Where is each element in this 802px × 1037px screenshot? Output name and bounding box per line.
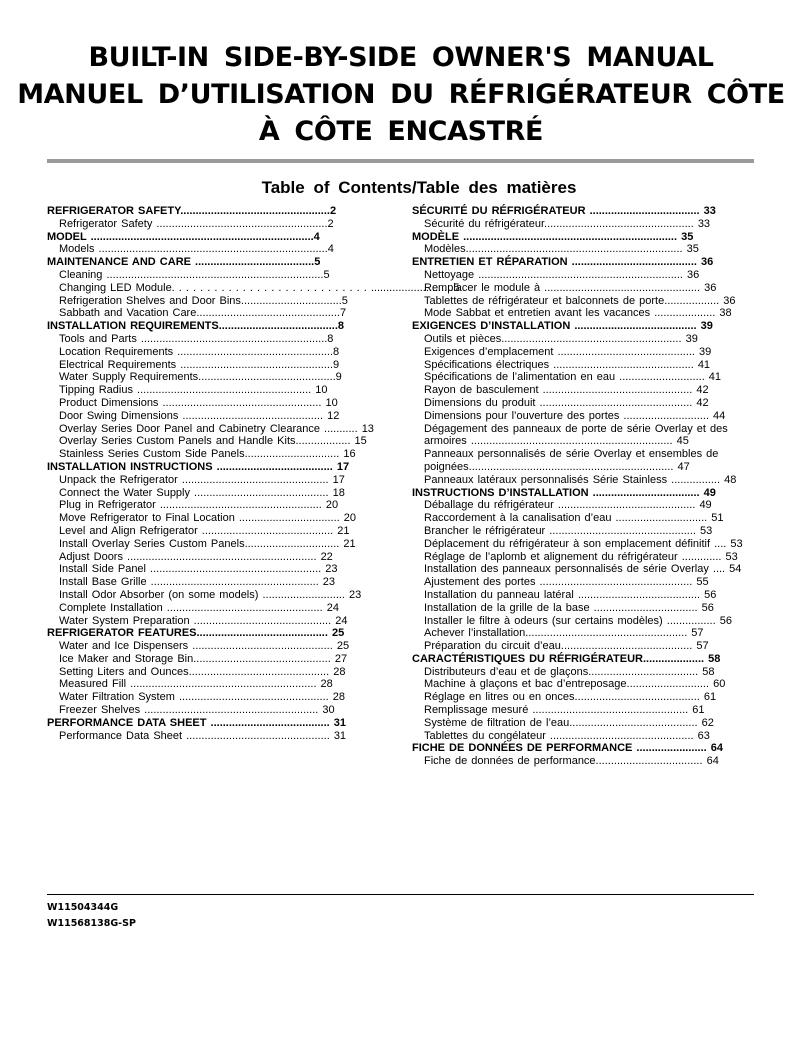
toc-entry[interactable]: Remplissage mesuré ................................................... 61 [424,704,705,717]
toc-entry[interactable]: Dégagement des panneaux de porte de série Overlay et des armoires .................................................................. 45 [424,422,728,448]
toc-entry[interactable]: Models ...........................................................................4 [59,243,334,256]
footer-divider [47,894,754,895]
toc-entry[interactable]: Cleaning .......................................................................5 [59,268,330,281]
toc-entry[interactable]: Water System Preparation ............................................. 24 [59,614,348,627]
toc-entry[interactable]: Installer le filtre à odeurs (sur certains modèles) ................ 56 [424,614,732,627]
toc-entry[interactable]: Panneaux personnalisés de série Overlay et ensembles de poignées................................................................... 47 [424,448,719,473]
toc-entry[interactable]: Distributeurs d’eau et de glaçons.................................... 58 [424,665,715,678]
toc-entry[interactable]: Install Overlay Series Custom Panels............................... 21 [59,537,356,550]
toc-entry[interactable]: Ice Maker and Storage Bin............................................. 27 [59,652,348,665]
toc-entry[interactable]: Tablettes de réfrigérateur et balconnets de porte.................. 36 [424,294,736,307]
toc-entry[interactable]: Complete Installation ................................................... 24 [59,601,339,614]
toc-entry[interactable]: Sécurité du réfrigérateur................................................. 33 [424,217,711,230]
toc-entry[interactable]: Système de filtration de l’eau.......................................... 62 [424,716,714,729]
toc-section-entry[interactable]: MODÈLE ...................................................................... 35 [412,230,694,243]
toc-english-column [47,205,460,742]
toc-section-entry[interactable]: SÉCURITÉ DU RÉFRIGÉRATEUR .................................... 33 [412,205,716,217]
toc-section-entry[interactable]: INSTALLATION REQUIREMENTS.......................................8 [47,320,345,333]
toc-section-entry[interactable]: MODEL .........................................................................4 [47,230,320,243]
toc-entry[interactable]: Water Filtration System ................................................. 28 [59,691,345,704]
toc-entry[interactable]: Nettoyage ................................................................... 36 [424,268,700,281]
toc-entry[interactable]: Remplacer le module à ................................................... 36 [424,281,717,294]
toc-entry[interactable]: Déballage du réfrigérateur ............................................. 49 [424,499,712,512]
toc-entry[interactable]: Overlay Series Door Panel and Cabinetry Clearance ........... 13 [59,422,374,435]
toc-entry[interactable]: Rayon de basculement ................................................. 42 [424,384,709,397]
toc-entry[interactable]: Door Swing Dimensions .............................................. 12 [59,409,340,422]
toc-entry[interactable]: Stainless Series Custom Side Panels............................... 16 [59,448,356,461]
toc-entry[interactable]: Installation de la grille de la base .................................. 56 [424,601,714,614]
toc-entry[interactable]: Plug in Refrigerator ..................................................... 20 [59,499,339,512]
toc-entry[interactable]: Installation du panneau latéral ........................................ 56 [424,588,717,601]
toc-french-column [412,205,772,768]
toc-entry[interactable]: Refrigerator Safety ........................................................2 [59,217,334,230]
toc-entry[interactable]: Connect the Water Supply ............................................ 18 [59,486,345,499]
toc-entry[interactable]: Freezer Shelves ......................................................... 30 [59,704,335,717]
toc-entry[interactable]: Location Requirements ...................................................8 [59,345,340,358]
title-line-3: À CÔTE ENCASTRÉ [258,116,544,147]
toc-section-entry[interactable]: REFRIGERATOR FEATURES........................................... 25 [47,627,345,640]
toc-section-entry[interactable]: INSTALLATION INSTRUCTIONS ...................................... 17 [47,460,350,473]
title-line-2: MANUEL D’UTILISATION DU RÉFRIGÉRATEUR CÔTE [17,79,785,110]
header-divider [47,159,754,163]
toc-entry[interactable]: Modèles....................................................................... 35 [424,243,699,256]
toc-entry[interactable]: Achever l’installation..................................................... 57 [424,627,704,640]
toc-section-entry[interactable]: CARACTÉRISTIQUES DU RÉFRIGÉRATEUR.................... 58 [412,652,721,665]
toc-entry[interactable]: Level and Align Refrigerator ........................................... 21 [59,524,350,537]
toc-section-entry[interactable]: ENTRETIEN ET RÉPARATION ......................................... 36 [412,256,714,269]
toc-entry[interactable]: Install Odor Absorber (on some models) ........................... 23 [59,588,362,601]
toc-entry[interactable]: Brancher le réfrigérateur ................................................ 53 [424,524,713,537]
toc-entry[interactable]: Panneaux latéraux personnalisés Série Stainless ................ 48 [424,473,737,486]
toc-section-entry[interactable]: MAINTENANCE AND CARE .......................................5 [47,256,321,269]
toc-entry[interactable]: Measured Fill ............................................................. 28 [59,678,333,691]
toc-entry[interactable]: Unpack the Refrigerator ................................................ 17 [59,473,345,486]
toc-entry[interactable]: Tools and Parts .............................................................8 [59,332,334,345]
document-code: W11504344G [47,902,119,913]
toc-entry[interactable]: Dimensions pour l’ouverture des portes ............................ 44 [424,409,726,422]
toc-entry[interactable]: Spécifications de l’alimentation en eau ............................ 41 [424,371,722,384]
toc-entry[interactable]: Outils et pièces........................................................... 39 [424,332,698,345]
toc-entry[interactable]: Refrigeration Shelves and Door Bins.................................5 [59,294,348,307]
document-code-sp: W11568138G-SP [47,918,136,929]
toc-entry[interactable]: Installation des panneaux personnalisés de série Overlay .... 54 [424,563,742,576]
toc-section-entry[interactable]: REFRIGERATOR SAFETY.................................................2 [47,205,337,217]
toc-entry[interactable]: Electrical Requirements ..................................................9 [59,358,340,371]
toc-entry[interactable]: Réglage de l’aplomb et alignement du réfrigérateur ............. 53 [424,550,738,563]
toc-entry[interactable]: Spécifications électriques .............................................. 41 [424,358,711,371]
toc-entry[interactable]: Performance Data Sheet ............................................... 31 [59,729,347,742]
toc-entry[interactable]: Water and Ice Dispensers .............................................. 25 [59,640,350,653]
toc-entry[interactable]: Product Dimensions .................................................... 10 [59,396,338,409]
toc-entry[interactable]: Préparation du circuit d’eau........................................... 57 [424,640,709,653]
toc-entry[interactable]: Move Refrigerator to Final Location ................................. 20 [59,512,357,525]
toc-entry[interactable]: Overlay Series Custom Panels and Handle Kits.................. 15 [59,435,367,448]
toc-entry[interactable]: Exigences d’emplacement ............................................. 39 [424,345,712,358]
toc-section-entry[interactable]: FICHE DE DONNÉES DE PERFORMANCE ....................... 64 [412,742,723,755]
toc-heading: Table of Contents/Table des matières [261,178,577,197]
toc-entry[interactable]: Fiche de données de performance................................... 64 [424,755,719,768]
toc-entry[interactable]: Setting Liters and Ounces.............................................. 28 [59,665,346,678]
toc-entry[interactable]: Install Side Panel ........................................................ 23 [59,563,338,576]
title-line-1: BUILT-IN SIDE-BY-SIDE OWNER'S MANUAL [88,42,714,73]
toc-section-entry[interactable]: PERFORMANCE DATA SHEET ....................................... 31 [47,716,347,729]
toc-entry[interactable]: Water Supply Requirements.............................................9 [59,371,342,384]
toc-entry[interactable]: Réglage en litres ou en onces......................................... 61 [424,691,717,704]
toc-section-entry[interactable]: INSTRUCTIONS D’INSTALLATION ................................... 49 [412,486,716,499]
toc-entry[interactable]: Sabbath and Vacation Care...............................................7 [59,307,347,320]
toc-entry[interactable]: Raccordement à la canalisation d’eau .............................. 51 [424,512,724,525]
toc-entry[interactable]: Déplacement du réfrigérateur à son emplacement définitif .... 53 [424,537,743,550]
toc-entry[interactable]: Ajustement des portes .................................................. 55 [424,576,709,589]
toc-entry[interactable]: Tablettes du congélateur ............................................... 63 [424,729,710,742]
toc-entry[interactable]: Dimensions du produit .................................................. 42 [424,396,709,409]
toc-entry[interactable]: Machine à glaçons et bac d’entreposage........................... 60 [424,678,726,691]
toc-entry[interactable]: Tipping Radius ......................................................... 10 [59,384,328,397]
toc-entry[interactable]: Mode Sabbat et entretien avant les vacances .................... 38 [424,307,732,320]
toc-section-entry[interactable]: EXIGENCES D’INSTALLATION ........................................ 39 [412,320,713,333]
toc-entry[interactable]: Adjust Doors .............................................................. 22 [59,550,333,563]
toc-entry[interactable]: Changing LED Module. . . . . . . . . . . . . . . . . . . . . . . . . . . . ...........................5 [59,281,460,294]
toc-entry[interactable]: Install Base Grille ....................................................... 23 [59,576,336,589]
